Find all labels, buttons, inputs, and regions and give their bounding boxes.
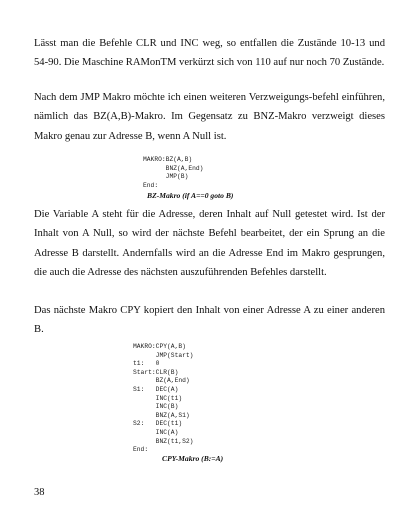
code-block-cpy-macro: MAKRO:CPY(A,B) JMP(Start) t1: 0 Start:CLR(B) BZ(A,End) S1: DEC(A) INC(t1) INC(B) BNZ(A,S1) S2: DEC(t1) INC(A) BNZ(t1,S2) End:: [133, 343, 194, 454]
paragraph-2: Nach dem JMP Makro möchte ich einen weiteren Verzweigungs-befehl einführen, nämlich das BZ(A,B)-Makro. Im Gegensatz zu BNZ-Makro verzweigt dieses Makro genau zur Adresse B, wenn A Null ist.: [34, 92, 385, 142]
caption-bz-macro: BZ-Makro (if A==0 goto B): [147, 191, 234, 200]
paragraph-1: Lässt man die Befehle CLR und INC weg, so entfallen die Zustände 10-13 und 54-90. Die Maschine RAMonTM verkürzt sich von 110 auf nur noch 70 Zustände.: [34, 38, 385, 69]
code-block-bz-macro: MAKRO:BZ(A,B) BNZ(A,End) JMP(B) End:: [143, 156, 204, 189]
paragraph-3: Die Variable A steht für die Adresse, deren Inhalt auf Null getestet wird. Ist der Inhalt von A Null, so wird der nächste Befehl bearbeitet, der ein Sprung an die Adresse B darstellt. Andernfalls wird an die Adresse End im Makro gesprungen, die auch die Adresse des nächsten auszuführenden Befehles darstellt.: [34, 209, 385, 278]
paragraph-4: Das nächste Makro CPY kopiert den Inhalt von einer Adresse A zu einer anderen B.: [34, 305, 385, 336]
page-number: 38: [34, 487, 45, 498]
caption-cpy-macro: CPY-Makro (B:=A): [162, 454, 224, 463]
